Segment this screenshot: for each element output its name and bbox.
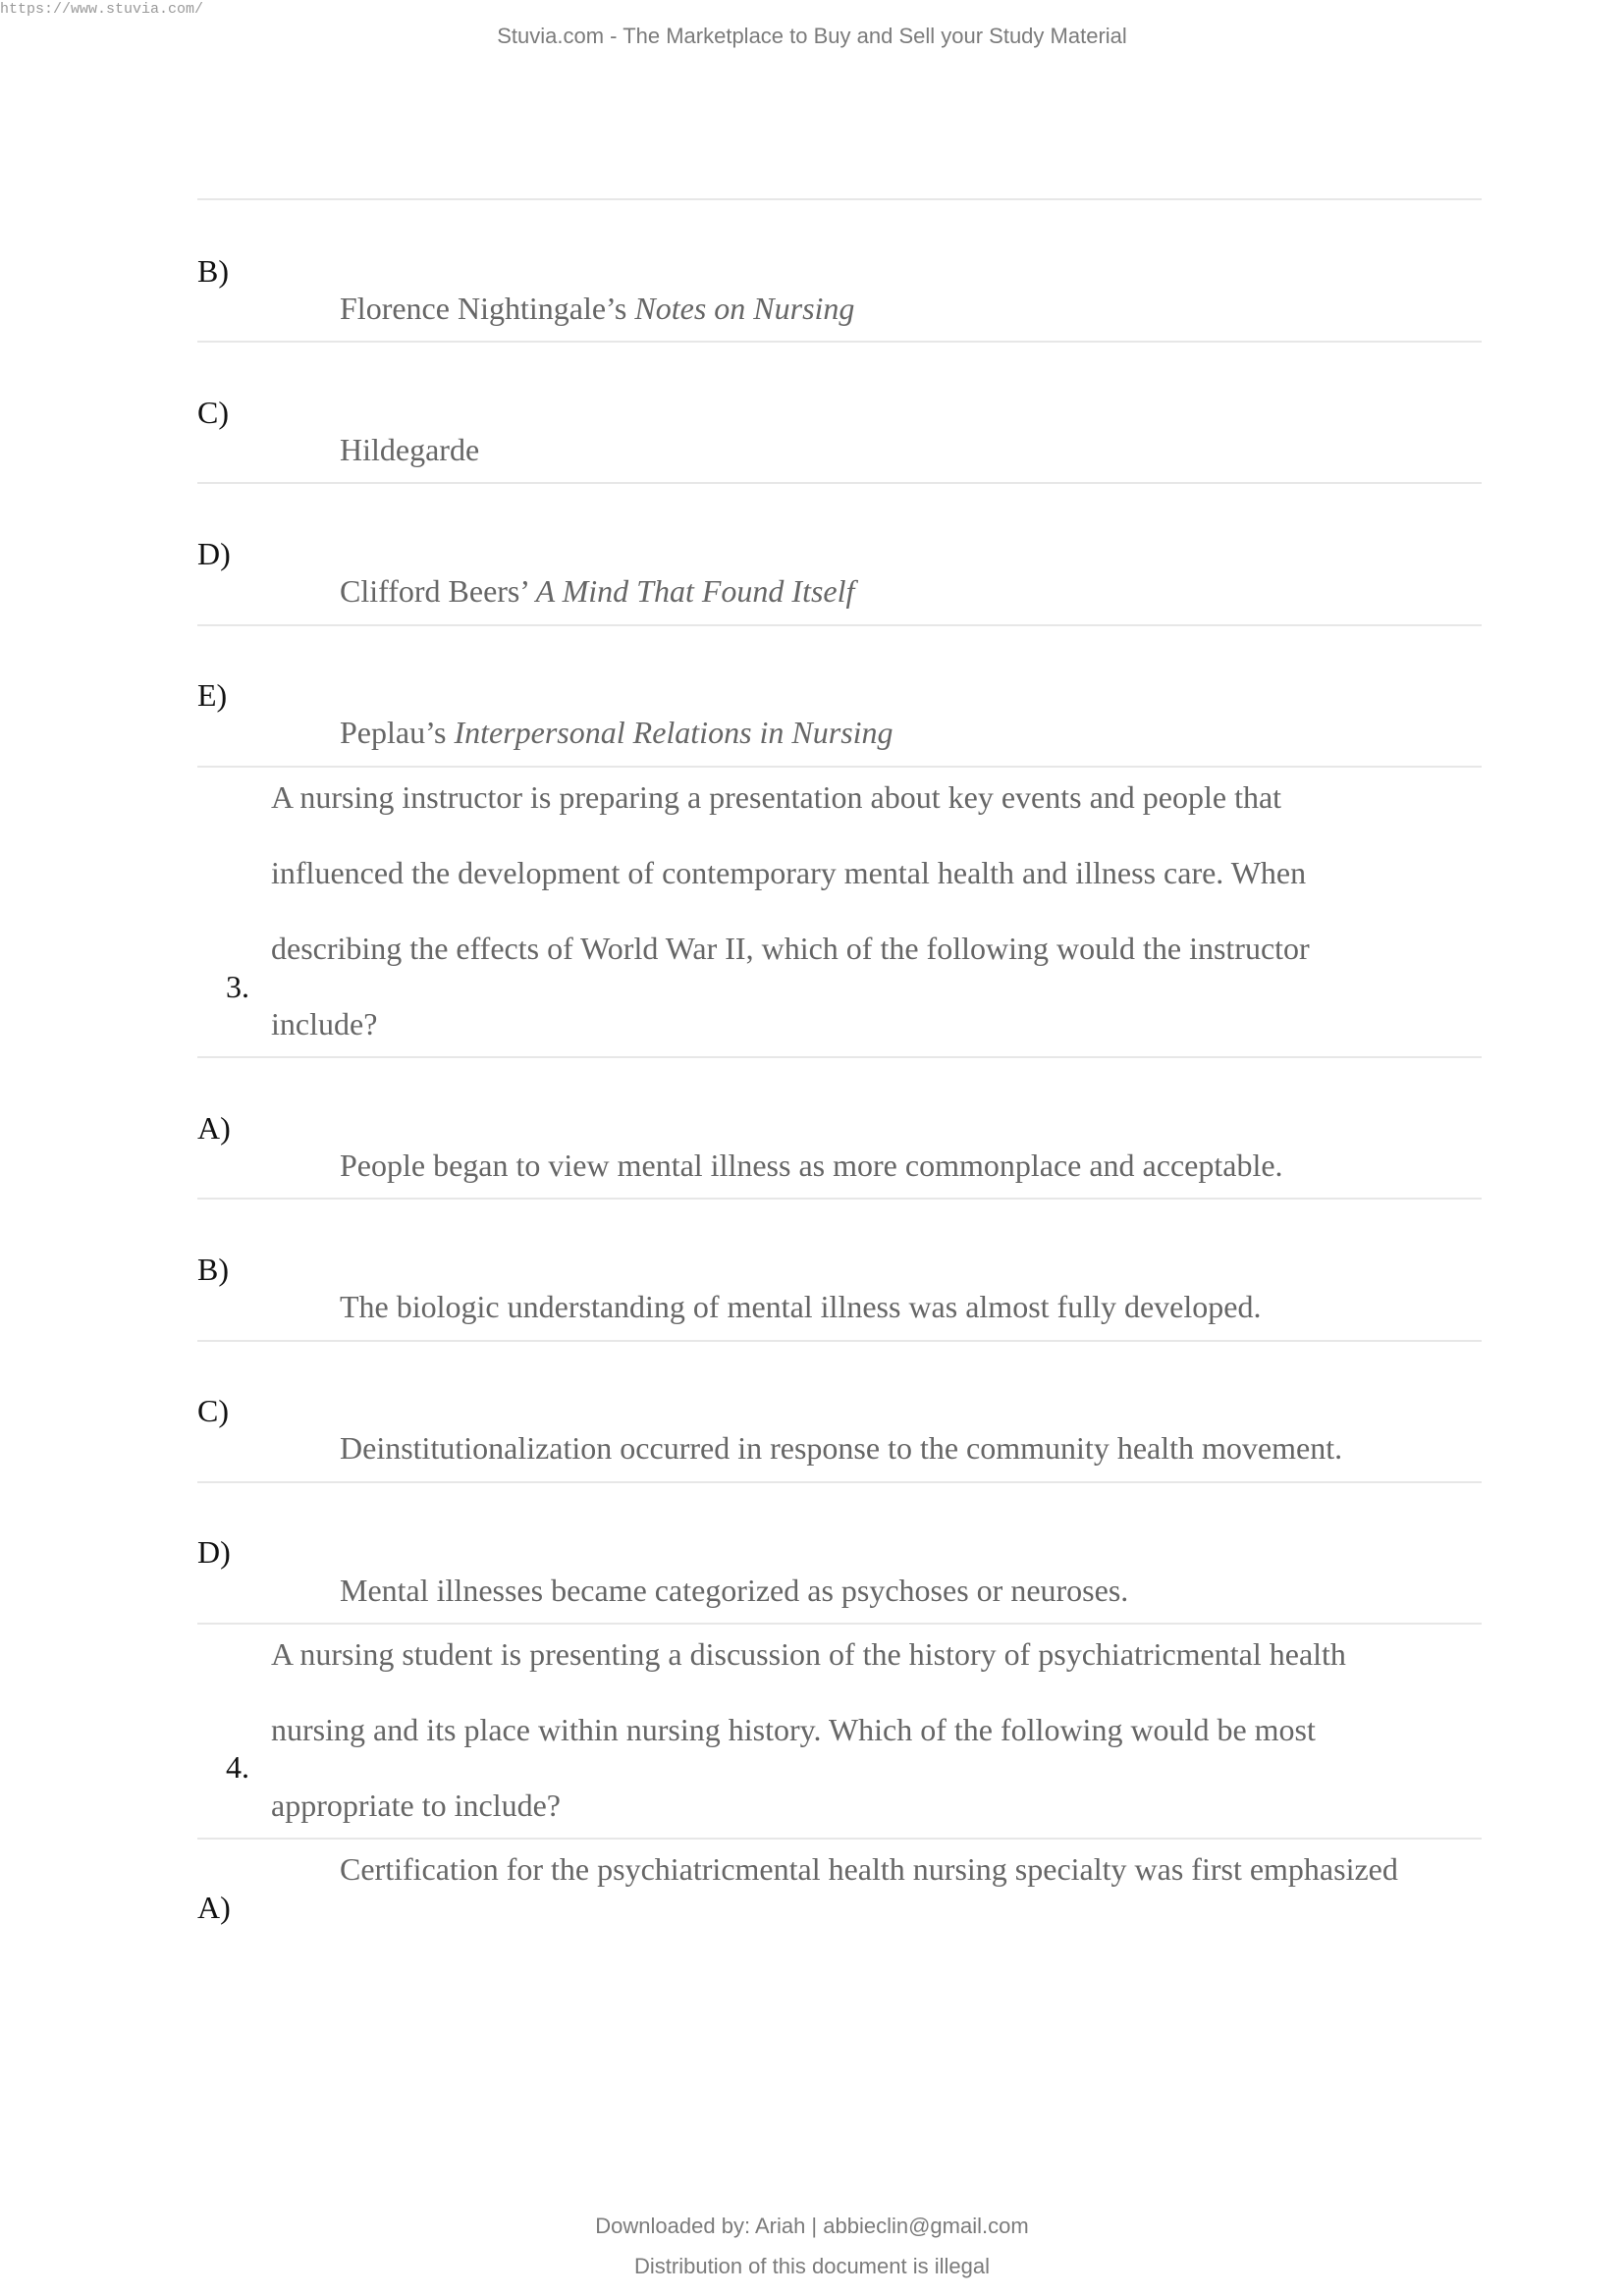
option-letter: D): [197, 536, 231, 571]
question-text-line: nursing and its place within nursing history. Which of the following would be most: [271, 1712, 1316, 1747]
divider: [197, 1838, 1482, 1840]
question-text-line: describing the effects of World War II, which of the following would the instructor: [271, 931, 1310, 966]
option-text: Mental illnesses became categorized as psychoses or neuroses.: [340, 1573, 1129, 1608]
source-url: https://www.stuvia.com/: [0, 1, 204, 18]
question-text-line: appropriate to include?: [271, 1788, 561, 1823]
divider: [197, 624, 1482, 626]
page-header: Stuvia.com - The Marketplace to Buy and Sell your Study Material: [497, 24, 1127, 48]
question-number: 3.: [226, 969, 249, 1004]
option-letter: C): [197, 1393, 229, 1428]
divider: [197, 1340, 1482, 1342]
option-text: The biologic understanding of mental illness was almost fully developed.: [340, 1289, 1262, 1324]
option-text: Peplau’s Interpersonal Relations in Nursing: [340, 715, 893, 750]
download-info: Downloaded by: Ariah | abbieclin@gmail.com: [595, 2214, 1029, 2238]
divider: [197, 341, 1482, 343]
option-text: People began to view mental illness as more commonplace and acceptable.: [340, 1148, 1283, 1183]
option-text: Hildegarde: [340, 432, 480, 467]
option-letter: C): [197, 395, 229, 430]
divider: [197, 766, 1482, 768]
option-letter: D): [197, 1534, 231, 1570]
question-text-line: influenced the development of contemporary mental health and illness care. When: [271, 855, 1307, 890]
divider: [197, 1623, 1482, 1625]
option-text: Clifford Beers’ A Mind That Found Itself: [340, 573, 855, 609]
option-letter: B): [197, 253, 229, 289]
divider: [197, 1056, 1482, 1058]
option-letter: A): [197, 1890, 231, 1925]
option-letter: B): [197, 1252, 229, 1287]
option-text: Florence Nightingale’s Notes on Nursing: [340, 291, 855, 326]
question-text-line: A nursing student is presenting a discussion of the history of psychiatricmental health: [271, 1636, 1346, 1672]
option-letter: E): [197, 677, 228, 713]
divider: [197, 1481, 1482, 1483]
distribution-notice: Distribution of this document is illegal: [634, 2254, 990, 2278]
divider: [197, 482, 1482, 484]
divider: [197, 1198, 1482, 1200]
question-number: 4.: [226, 1749, 249, 1785]
option-text: Deinstitutionalization occurred in response to the community health movement.: [340, 1430, 1343, 1466]
question-text-line: A nursing instructor is preparing a presentation about key events and people that: [271, 779, 1282, 815]
option-text: Certification for the psychiatricmental health nursing specialty was first emphasized: [340, 1851, 1398, 1887]
question-text-line: include?: [271, 1006, 378, 1041]
divider: [197, 198, 1482, 200]
option-letter: A): [197, 1110, 231, 1146]
